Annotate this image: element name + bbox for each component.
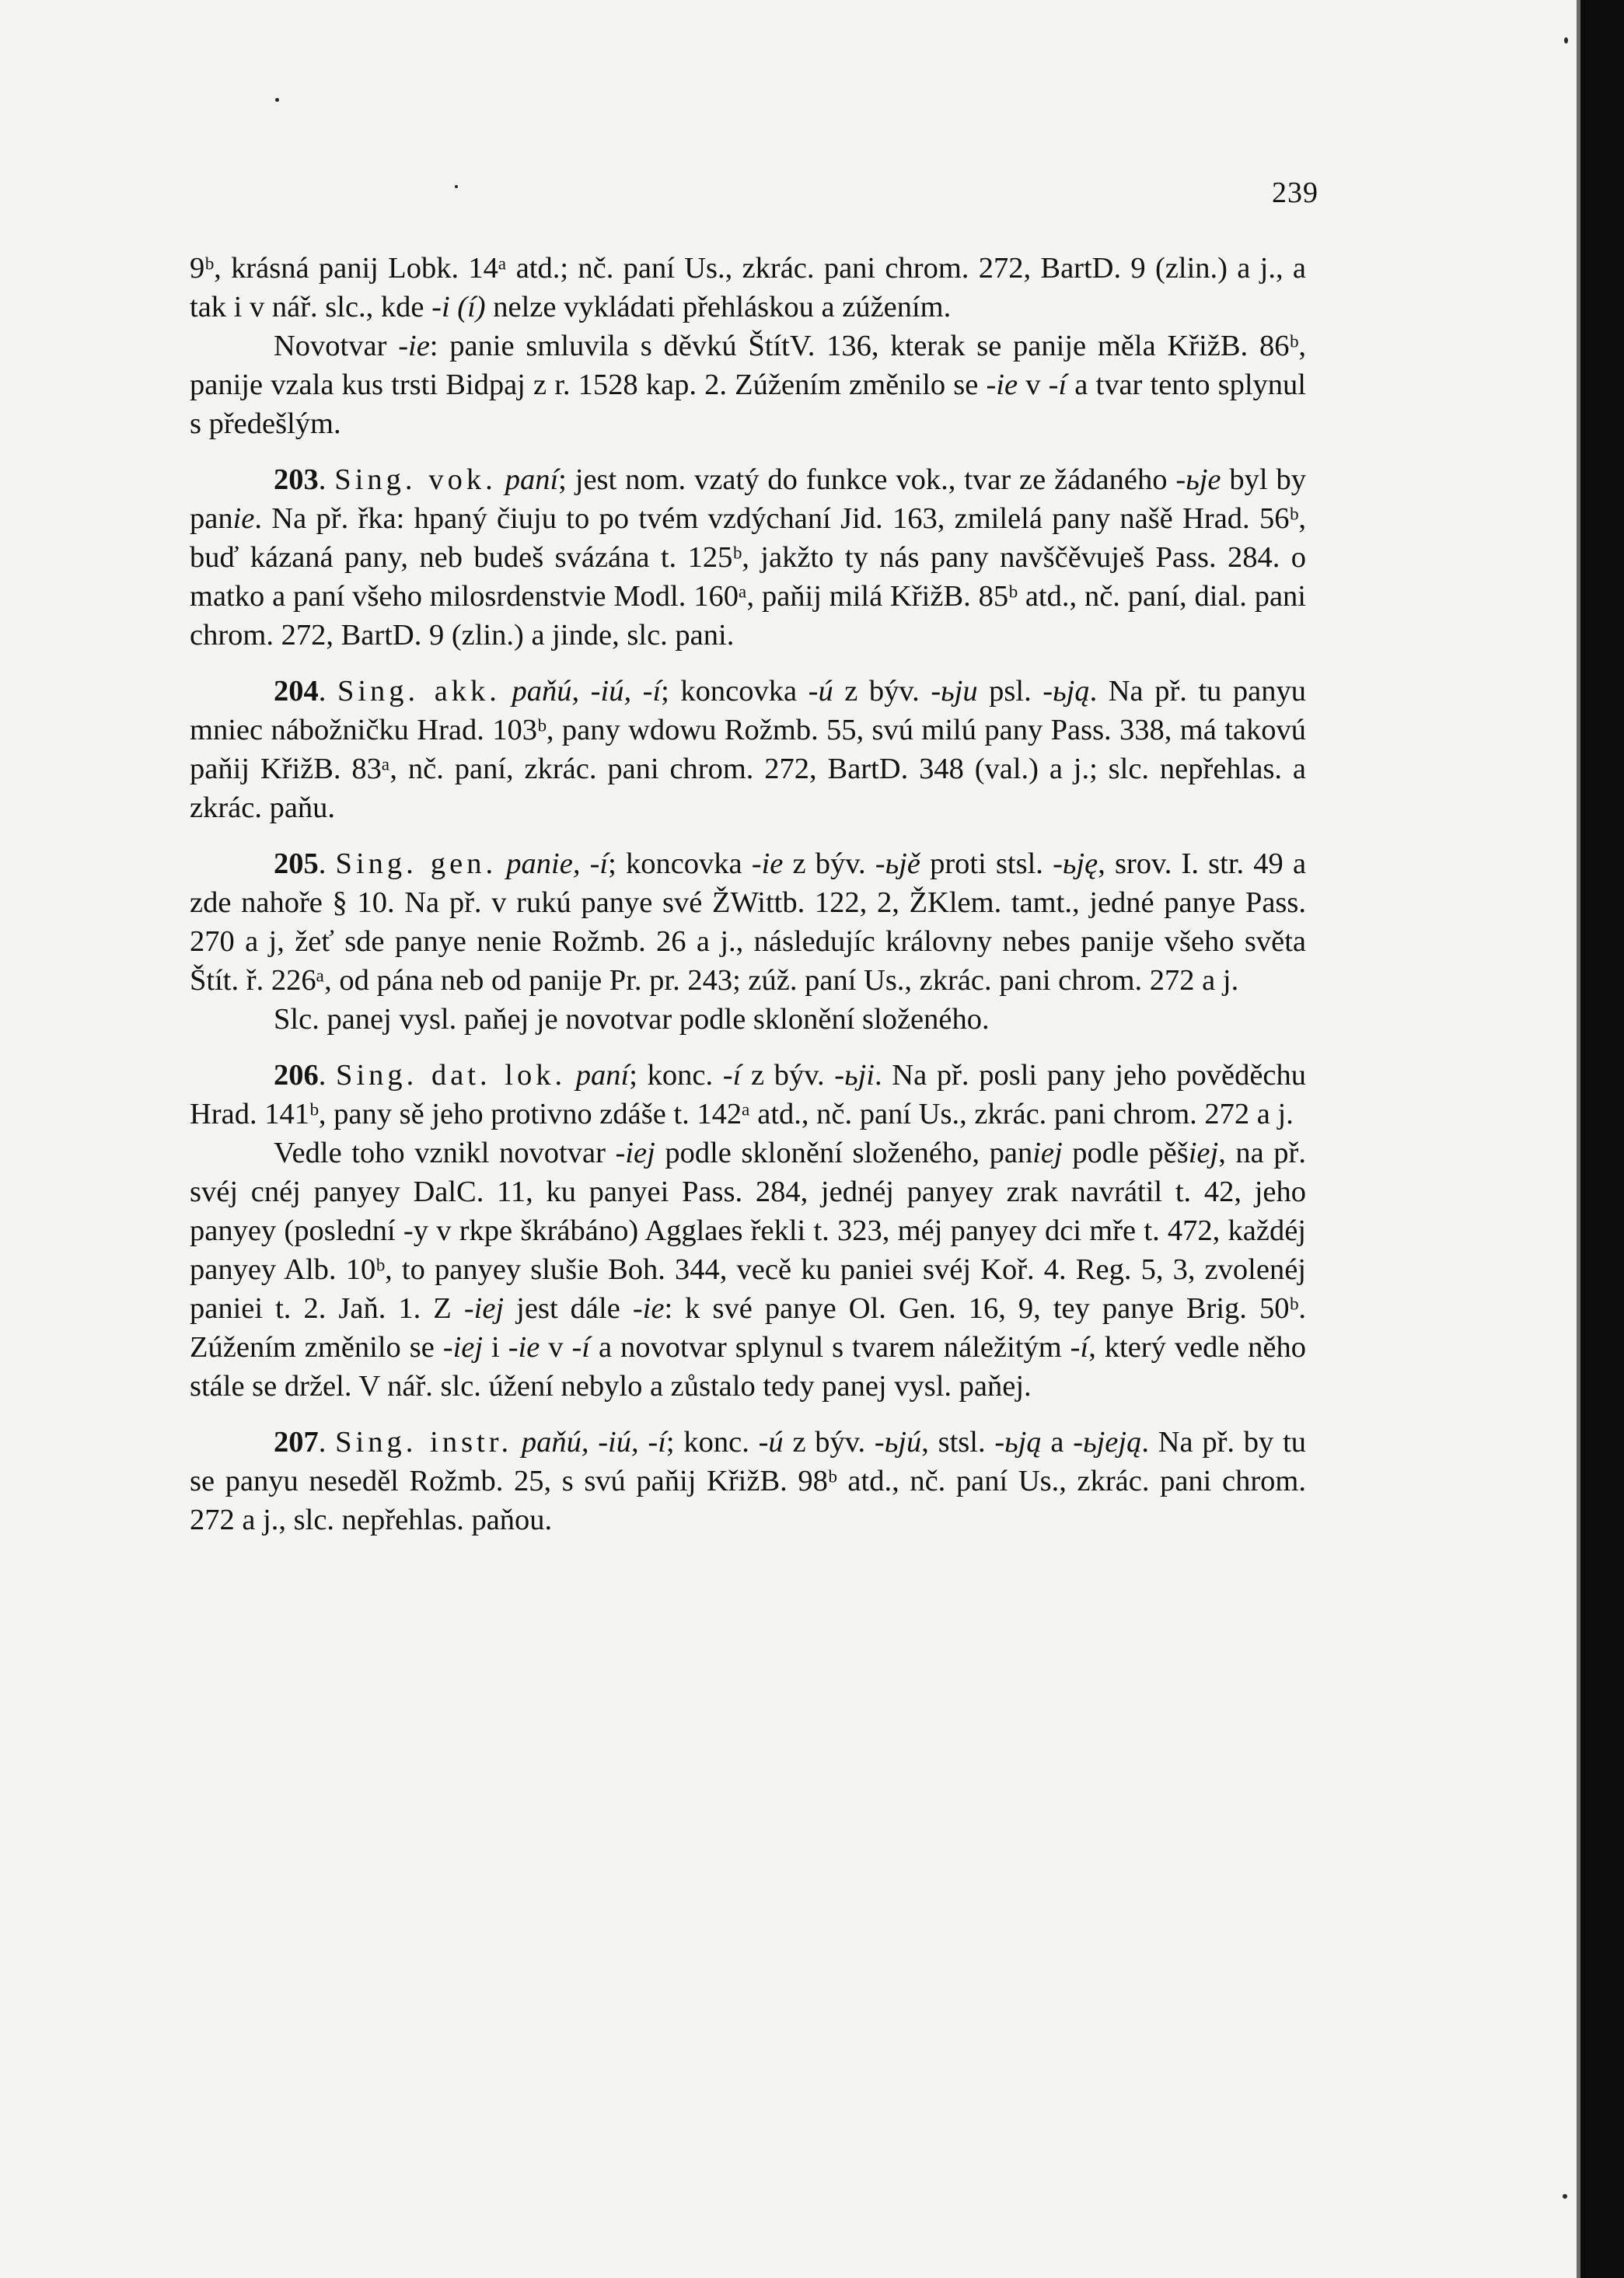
text-run [497,847,506,880]
section-number: 204 [274,675,319,708]
text-run: . [318,1426,336,1459]
italic-form: -í [722,1059,742,1092]
italic-form: -ú [758,1426,784,1459]
text-body [190,249,1306,1539]
case-heading: Sing. dat. lok. [336,1059,567,1092]
paragraph [190,1056,1306,1134]
italic-form: -ьją [994,1426,1042,1459]
italic-form: paňú, -iú, -í [521,1426,666,1459]
italic-form: -ьję [1053,847,1098,880]
section-number: 205 [274,847,319,880]
text-run [566,1059,576,1092]
text-run: Slc. panej vysl. paňej je novotvar podle sklonění složeného. [274,1003,990,1036]
italic-form: -ьju [931,675,978,708]
text-run: proti stsl. [920,847,1053,880]
italic-form: -ú [808,675,833,708]
text-run: a [1041,1426,1074,1459]
italic-form: paní [575,1059,630,1092]
paragraph [190,1423,1306,1539]
italic-form: -ьjě [875,847,920,880]
italic-form: -ie [751,847,784,880]
text-run: byl by pan [190,463,1307,535]
text-run: . Na př. tu panyu mniec nábožničku Hrad. 103ᵇ, pany wdowu Rožmb. 55, svú milú pany Pass. 338, má takovú paňij KřižB. 83ᵃ, nč. paní, zkrác. pani chrom. 272, BartD. 348 (val.) a j.; slc. nepřehlas. a zkrác. paňu. [190,675,1307,824]
italic-form: iej [1188,1137,1219,1169]
scan-border-right [1580,0,1624,2278]
text-run: . [318,1059,337,1092]
text-run: z býv. [741,1059,835,1092]
section-number: 203 [274,463,319,496]
text-run: Novotvar [274,330,399,362]
paragraph [190,249,1306,327]
paragraph [190,460,1306,655]
text-run: ; jest nom. vzatý do funkce vok., tvar ze žádaného [558,463,1176,496]
italic-form: iej [1032,1137,1063,1169]
scan-speck [455,185,458,188]
text-run: podle pěš [1062,1137,1189,1169]
text-run: 9ᵇ, krásná panij Lobk. 14ᵃ atd.; nč. paní Us., zkrác. pani chrom. 272, BartD. 9 (zlin.) a j., a tak i v nář. slc., kde [190,252,1306,323]
italic-form: -ie [398,330,430,362]
italic-form: -iej [442,1331,484,1364]
text-run: ; konc. [665,1426,759,1459]
text-run: ; konc. [629,1059,723,1092]
italic-form: paňú, -iú, -í [512,675,662,708]
italic-form: ie [232,502,255,535]
text-run: a tvar tento splynul s předešlým. [190,369,1306,440]
text-run: ; koncovka [661,675,809,708]
text-run: , srov. I. str. 49 a zde nahoře § 10. Na př. v rukú panye své ŽWittb. 122, 2, ŽKlem. tamt., jedné panye Pass. 270 a j, žeť sde panye nenie Rožmb. 26 a j., následujíc královny nebes panije všeho světa Štít. ř. 226ᵃ, od pána neb od panije Pr. pr. 243; zúž. paní Us., zkrác. pani chrom. 272 a j. [190,847,1307,997]
text-run: . [318,463,335,496]
case-heading: Sing. gen. [335,847,498,880]
text-run: , který vedle něho stále se držel. V nář. slc. úžení nebylo a zůstalo tedy panej vysl. paňej. [190,1331,1306,1403]
paragraph [190,844,1306,1000]
italic-form: -ьjú [874,1426,922,1459]
italic-form: -ьjeją [1073,1426,1142,1459]
italic-form: -ьją [1043,675,1090,708]
italic-form: -ie [986,369,1018,401]
text-run: Vedle toho vznikl novotvar [274,1137,616,1169]
text-run: a novotvar splynul s tvarem náležitým [590,1331,1070,1364]
text-run: , stsl. [921,1426,995,1459]
text-run [497,463,505,496]
italic-form: -í [571,1331,590,1364]
italic-form: -í [1048,369,1067,401]
italic-form: -ie [508,1331,540,1364]
scan-speck [1563,2194,1567,2199]
text-run [512,1426,522,1459]
scan-speck [1564,37,1568,44]
text-run: z býv. [783,847,875,880]
italic-form: -iej [463,1292,505,1325]
text-run: i [483,1331,508,1364]
text-run: z býv. [833,675,931,708]
text-run: . Na př. řka: hpaný čiuju to po tvém vzdýchaní Jid. 163, zmilelá pany našě Hrad. 56ᵇ, buď kázaná pany, neb budeš svázána t. 125ᵇ, jakžto ty nás pany navščěvuješ Pass. 284. o matko a paní všeho milosrdenstvie Modl. 160ᵃ, paňij milá KřižB. 85ᵇ atd., nč. paní, dial. pani chrom. 272, BartD. 9 (zlin.) a jinde, slc. pani. [190,502,1306,652]
case-heading: Sing. akk. [337,675,501,708]
section-number: 207 [274,1426,319,1459]
italic-form: panie, -í [506,847,609,880]
section-number: 206 [274,1059,319,1092]
italic-form: -í [1070,1331,1089,1364]
text-run: jest dále [504,1292,633,1325]
italic-form: -ьji [834,1059,875,1092]
italic-form: paní [505,463,559,496]
case-heading: Sing. instr. [335,1426,513,1459]
scan-speck [275,98,279,102]
paragraph [190,327,1306,443]
text-run: . [318,675,337,708]
paragraph [190,1134,1306,1406]
text-run: nelze vykládati přehláskou a zúžením. [485,291,952,323]
text-run: . Na př. posli pany jeho pověděchu Hrad. 141ᵇ, pany sě jeho protivno zdáše t. 142ᵃ atd., nč. paní Us., zkrác. pani chrom. 272 a j. [190,1059,1307,1130]
italic-form: -ie [632,1292,665,1325]
text-run: psl. [977,675,1043,708]
text-run: podle sklonění složeného, pan [655,1137,1033,1169]
page-number: 239 [1272,176,1318,209]
italic-form: -i (í) [431,291,486,323]
text-run: , na př. svéj cnéj panyey DalC. 11, ku panyei Pass. 284, jednéj panyey zrak navrátil t. 42, jeho panyey (poslední -y v rkpe škrábáno) Agglaes řekli t. 323, méj panyey dci mře t. 472, každéj panyey Alb. 10ᵇ, to panyey slušie Boh. 344, vecě ku paniei svéj Koř. 4. Reg. 5, 3, zvolenéj paniei t. 2. Jaň. 1. Z [190,1137,1306,1325]
text-run: v [540,1331,572,1364]
text-run: ; koncovka [608,847,752,880]
text-run: . [318,847,336,880]
case-heading: Sing. vok. [334,463,497,496]
text-run: v [1018,369,1049,401]
paragraph [190,672,1306,827]
italic-form: -iej [615,1137,655,1169]
paragraph [190,1000,1306,1039]
text-run [501,675,512,708]
italic-form: -ьje [1175,463,1221,496]
text-run: . Na př. by tu se panyu neseděl Rožmb. 25, s svú paňij KřižB. 98ᵇ atd., nč. paní Us., zkrác. pani chrom. 272 a j., slc. nepřehlas. paňou. [190,1426,1307,1536]
text-run: : k své panye Ol. Gen. 16, 9, tey panye Brig. 50ᵇ. Zúžením změnilo se [190,1292,1307,1364]
text-run: z býv. [783,1426,875,1459]
text-run: : panie smluvila s děvkú ŠtítV. 136, kterak se panije měla KřižB. 86ᵇ, panije vzala kus trsti Bidpaj z r. 1528 kap. 2. Zúžením změnilo se [190,330,1306,401]
